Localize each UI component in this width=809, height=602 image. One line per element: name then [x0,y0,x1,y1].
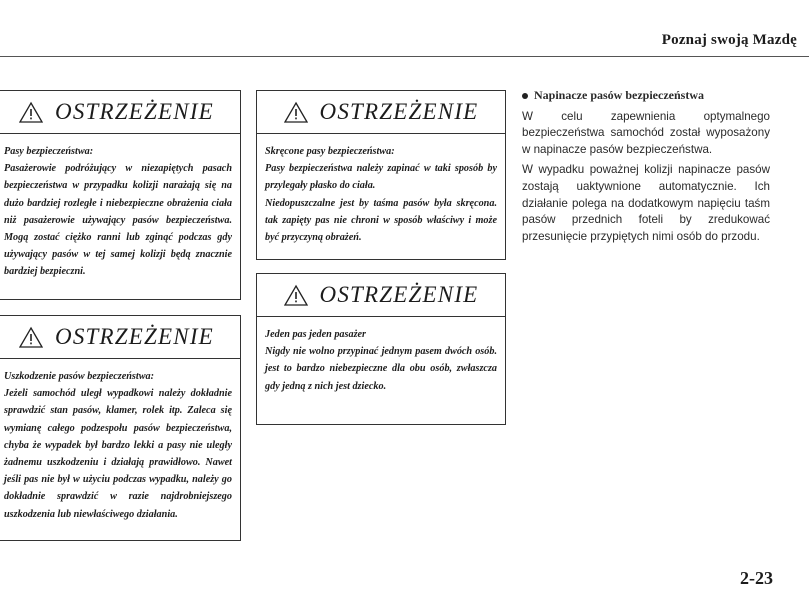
warning-box-body [0,134,240,281]
section-paragraph: W wypadku poważnej kolizji napinacze pasów zostają uaktywnione automatycznie. Ich działanie polega na dodatkowym napięciu taśm pasów przednich foteli by zredukować przesunięcie przypiętych nimi osób do przodu. [522,163,770,243]
warning-box-belt-damage [0,315,241,541]
warning-paragraph: Pasy bezpieczeństwa należy zapinać w taki sposób by przylegały płasko do ciała. [265,163,497,192]
page-number: 2-23 [740,568,773,588]
pretensioners-section [522,87,770,249]
warning-box-seat-belts [0,90,241,300]
bullet-icon [522,93,528,99]
warning-box-header [0,316,240,359]
page-header-title: Poznaj swoją Mazdę [661,32,797,48]
warning-box-body [257,317,505,395]
warning-heading: Jeden pas jeden pasażer [265,329,367,340]
warning-box-header [257,91,505,134]
warning-triangle-icon [19,326,43,348]
warning-paragraph: Pasażerowie podróżujący w niezapiętych pasach bezpieczeństwa w przypadku kolizji narażają się na dużo bardziej rozległe i niebezpieczne obrażenia ciała niż pasażerowie używający pasów bezpieczeństwa. Mogą zostać ciężko ranni lub zginąć podczas gdy używający pasów w tej samej kolizji będą znacznie bardziej bezpieczni. [4,163,232,278]
warning-triangle-icon [284,284,308,306]
header-divider [0,56,809,57]
warning-heading: Pasy bezpieczeństwa: [4,146,94,157]
warning-paragraph: Niedopuszczalne jest by taśma pasów była skręcona. tak zapięty pas nie chroni w sposób właściwy i może być przyczyną obrażeń. [265,197,497,244]
warning-box-body [257,134,505,246]
warning-triangle-icon [284,101,308,123]
warning-title: OSTRZEŻENIE [319,282,479,307]
warning-heading: Uszkodzenie pasów bezpieczeństwa: [4,371,154,382]
warning-heading: Skręcone pasy bezpieczeństwa: [265,146,395,157]
warning-paragraph: Nigdy nie wolno przypinać jednym pasem dwóch osób. jest to bardzo niebezpieczne dla obu osób, zwłaszcza gdy jedną z nich jest dziecko. [265,346,497,392]
warning-box-header [0,91,240,134]
warning-title: OSTRZEŻENIE [55,99,214,124]
section-paragraph: W celu zapewnienia optymalnego bezpieczeństwa samochód został wyposażony w napinacze pasów bezpieczeństwa. [522,109,770,156]
section-heading: Napinacze pasów bezpieczeństwa [534,88,704,102]
warning-box-twisted-belts [256,90,506,260]
warning-box-body [0,359,240,523]
section-heading-row [522,87,770,105]
warning-box-one-belt-one-passenger [256,273,506,425]
warning-paragraph: Jeżeli samochód uległ wypadkowi należy dokładnie sprawdzić stan pasów, klamer, rolek itp. Zaleca się wymianę całego podzespołu pasów bezpieczeństwa, chyba że wypadek był bardzo lekki a pasy nie uległy żadnemu uszkodzeniu i działają prawidłowo. Nawet jeśli pas nie był w użyciu podczas wypadku, należy go dokładnie sprawdzić w razie najdrobniejszego uszkodzenia lub niewłaściwego działania. [4,388,232,520]
warning-triangle-icon [19,101,43,123]
warning-title: OSTRZEŻENIE [55,324,214,349]
warning-title: OSTRZEŻENIE [319,99,479,124]
warning-box-header [257,274,505,317]
